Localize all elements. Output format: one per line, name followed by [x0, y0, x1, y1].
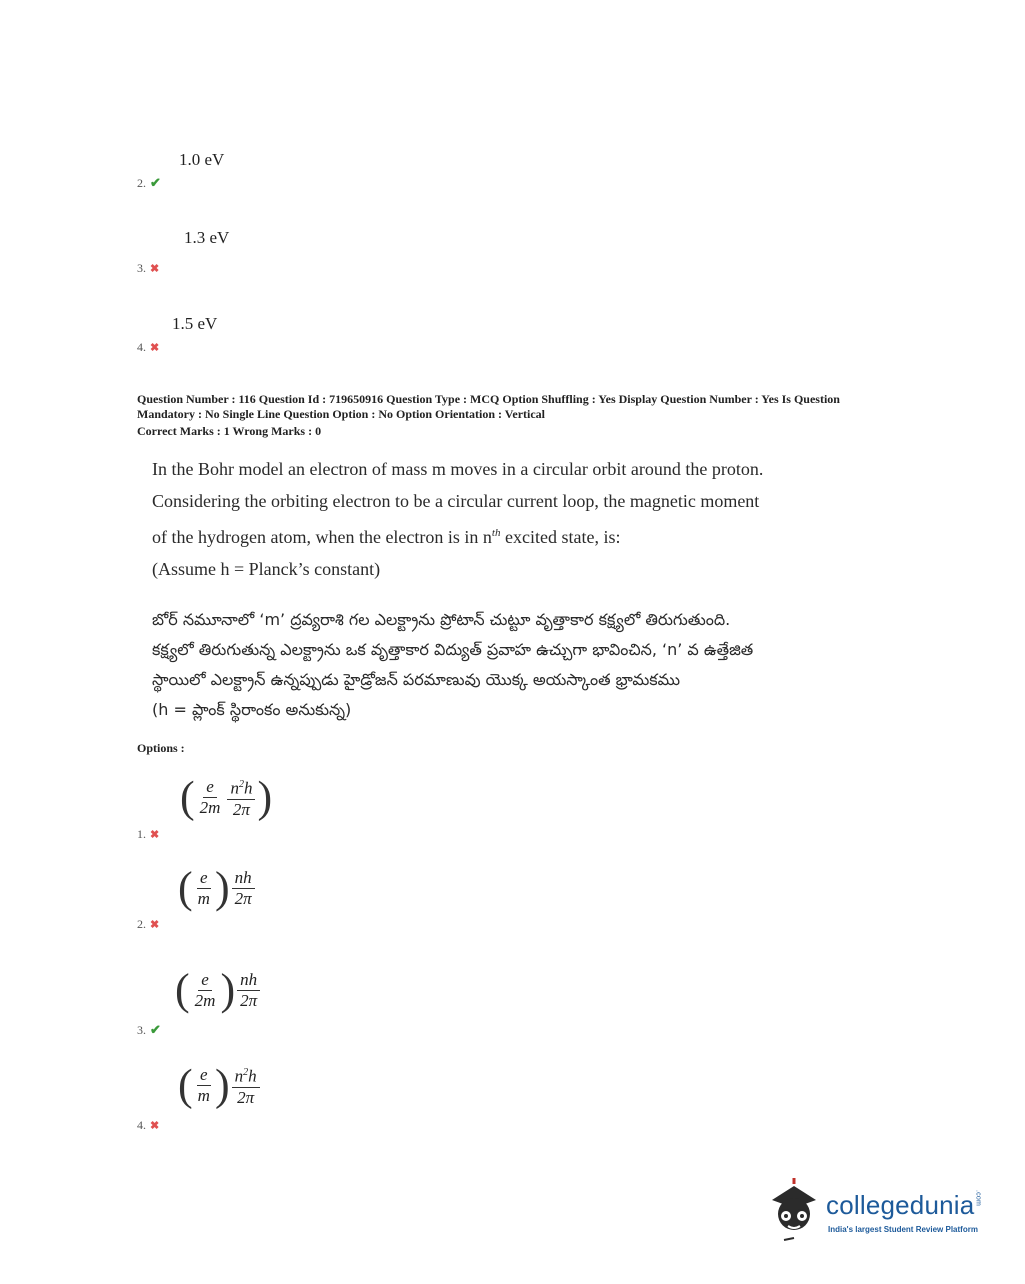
prev-option-4-value: 1.5 eV: [172, 314, 218, 333]
n-symbol: n: [230, 778, 239, 798]
left-paren: (: [178, 1060, 193, 1110]
prev-option-2-marker: [137, 174, 161, 192]
option-1-formula: [180, 772, 273, 822]
option-3-number: 3.: [137, 1023, 146, 1037]
prev-option-4-marker: [137, 338, 159, 356]
prev-option-3-value: 1.3 eV: [184, 228, 230, 247]
numerator-nh: nh: [232, 868, 255, 889]
fraction-e-over-m: [195, 868, 213, 909]
denominator-2pi: 2π: [234, 888, 252, 908]
telugu-line-3: స్థాయిలో ఎలక్ట్రాన్ ఉన్నప్పుడు హైడ్రోజన్ పరమాణువు యొక్క అయస్కాంత భ్రామకము: [152, 670, 681, 689]
mascot-icon: [764, 1178, 824, 1244]
exponent-2: 2: [238, 779, 244, 790]
numerator-e: e: [197, 868, 211, 889]
fraction-nh-over-2pi: [237, 970, 260, 1011]
numerator-nh: nh: [237, 970, 260, 991]
question-line-1: In the Bohr model an electron of mass m moves in a circular orbit around the proton.: [152, 459, 764, 479]
telugu-line-4: (h = ప్లాంక్ స్థిరాంకం అనుకున్న): [152, 700, 352, 719]
denominator-2pi: 2π: [240, 990, 258, 1010]
h-symbol: h: [248, 1066, 257, 1086]
numerator-n2h: [227, 775, 255, 800]
numerator-e: e: [197, 1065, 211, 1086]
question-line-3-part-b: excited state, is:: [500, 527, 621, 547]
metadata-line-1: Question Number : 116 Question Id : 719650916 Question Type : MCQ Option Shuffling : Yes Display Question Number : Yes Is Question: [137, 392, 840, 406]
prev-option-4-number: 4.: [137, 340, 146, 354]
superscript-th: th: [491, 527, 501, 539]
denominator-m: m: [197, 1085, 210, 1105]
prev-option-2-value: 1.0 eV: [179, 150, 225, 169]
denominator-2m: 2m: [199, 797, 221, 817]
n-symbol: n: [234, 1066, 244, 1086]
logo-name-text: collegedunia: [826, 1190, 975, 1220]
denominator-2pi: 2π: [232, 799, 250, 819]
cross-icon: ✖: [150, 342, 160, 354]
numerator-n2h: [232, 1063, 260, 1088]
right-paren: ): [214, 1060, 230, 1110]
question-line-4: (Assume h = Planck’s constant): [152, 559, 381, 579]
collegedunia-logo[interactable]: [764, 1178, 994, 1248]
telugu-line-2: కక్ష్యలో తిరుగుతున్న ఎలక్ట్రాను ఒక వృత్తాకార విద్యుత్ ప్రవాహ ఉచ్చుగా భావించిన, ‘n’ వ ఉత్తేజిత: [152, 640, 754, 659]
options-label: Options :: [137, 741, 185, 755]
option-1-number: 1.: [137, 827, 146, 841]
denominator-m: m: [197, 888, 210, 908]
logo-tagline: India's largest Student Review Platform: [828, 1225, 978, 1234]
option-4-marker: [137, 1116, 159, 1134]
right-paren: ): [220, 965, 236, 1014]
telugu-line-1: బోర్ నమూనాలో ‘m’ ద్రవ్యరాశి గల ఎలక్ట్రాను ప్రోటాన్ చుట్టూ వృత్తాకార కక్ష్యలో తిరుగుతుంది.: [152, 610, 731, 629]
numerator-e: e: [203, 777, 217, 798]
question-text-telugu: [152, 605, 842, 725]
option-3-formula: [175, 965, 262, 1014]
check-icon: ✔: [150, 175, 161, 190]
logo-suffix: .com: [974, 1190, 982, 1206]
fraction-e-over-2m: [192, 970, 219, 1011]
question-line-3: [152, 517, 852, 553]
option-4-formula: [178, 1060, 262, 1110]
numerator-e: e: [198, 970, 212, 991]
left-paren: (: [180, 772, 195, 822]
logo-name: [826, 1190, 981, 1221]
option-2-marker: [137, 915, 159, 933]
fraction-nh-over-2pi: [232, 868, 255, 909]
option-2-formula: [178, 863, 257, 912]
option-4-number: 4.: [137, 1118, 146, 1132]
question-line-2: Considering the orbiting electron to be a circular current loop, the magnetic moment: [152, 491, 760, 511]
cross-icon: ✖: [150, 263, 160, 275]
fraction-e-over-m: [195, 1065, 213, 1106]
left-paren: (: [175, 965, 190, 1014]
prev-option-2-number: 2.: [137, 176, 146, 190]
metadata-line-3: Correct Marks : 1 Wrong Marks : 0: [137, 424, 322, 438]
question-metadata: [137, 392, 897, 439]
left-paren: (: [178, 863, 193, 912]
check-icon: ✔: [150, 1022, 161, 1037]
prev-option-3-marker: [137, 259, 159, 277]
h-symbol: h: [243, 778, 253, 798]
fraction-n2h-over-2pi: [232, 1063, 260, 1108]
metadata-line-2: Mandatory : No Single Line Question Option : No Option Orientation : Vertical: [137, 407, 546, 421]
fraction-n2h-over-2pi: [227, 775, 255, 820]
option-1-marker: [137, 825, 159, 843]
denominator-2m: 2m: [194, 990, 216, 1010]
right-paren: ): [214, 863, 230, 912]
cross-icon: ✖: [150, 1120, 160, 1132]
option-3-marker: [137, 1021, 161, 1039]
cross-icon: ✖: [150, 829, 160, 841]
prev-option-3-number: 3.: [137, 261, 146, 275]
question-line-3-part-a: of the hydrogen atom, when the electron is in n: [152, 527, 492, 547]
right-paren: ): [257, 772, 273, 822]
cross-icon: ✖: [150, 919, 160, 931]
option-2-number: 2.: [137, 917, 146, 931]
question-text-english: [152, 453, 852, 585]
denominator-2pi: 2π: [237, 1087, 255, 1107]
exponent-2: 2: [243, 1067, 249, 1078]
fraction-e-over-2m: [197, 777, 224, 818]
